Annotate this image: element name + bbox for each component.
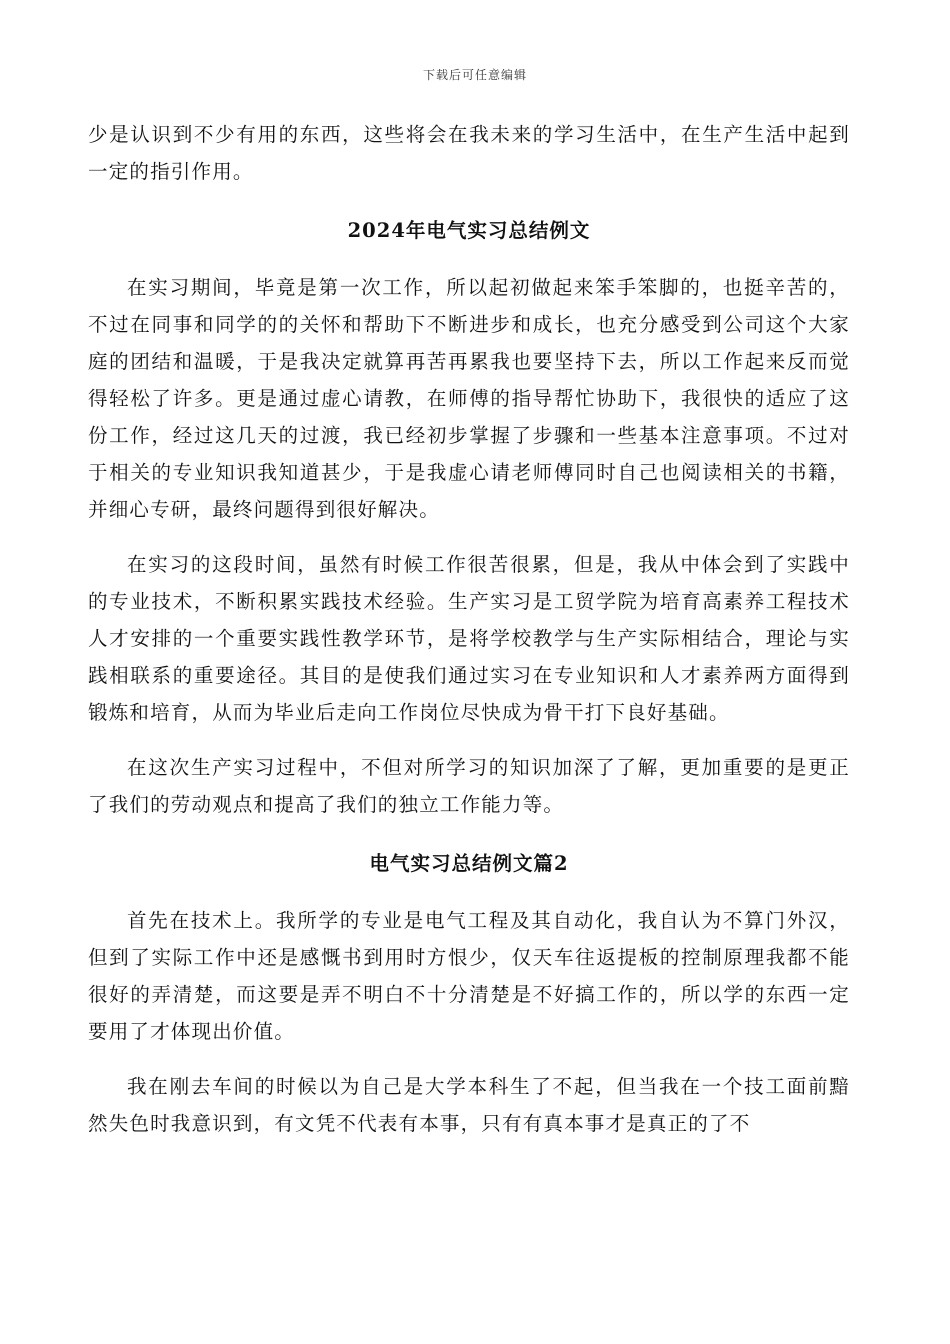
paragraph-1: 在实习期间，毕竟是第一次工作，所以起初做起来笨手笨脚的，也挺辛苦的，不过在同事和同学的的关怀和帮助下不断进步和成长，也充分感受到公司这个大家庭的团结和温暖，于是我决定就算再苦再累我也要坚持下去，所以工作起来反而觉得轻松了许多。更是通过虚心请教，在师傅的指导帮忙协助下，我很快的适应了这份工作，经过这几天的过渡，我已经初步掌握了步骤和一些基本注意事项。不过对于相关的专业知识我知道甚少，于是我虚心请老师傅同时自己也阅读相关的书籍，并细心专研，最终问题得到很好解决。 — [88, 276, 850, 521]
page-header: 下载后可任意编辑 — [422, 68, 527, 82]
section-heading-part-2: 电气实习总结例文篇2 — [369, 852, 569, 875]
paragraph-3: 在这次生产实习过程中，不但对所学习的知识加深了了解，更加重要的是更正了我们的劳动观点和提高了我们的独立工作能力等。 — [88, 756, 850, 816]
section-heading-block-1 — [88, 190, 850, 269]
paragraph-gap — [88, 731, 850, 749]
paragraph-gap — [88, 528, 850, 546]
document-body — [88, 116, 850, 1142]
section-heading-block-2 — [88, 823, 850, 902]
paragraph-2: 在实习的这段时间，虽然有时候工作很苦很累，但是，我从中体会到了实践中的专业技术，不断积累实践技术经验。生产实习是工贸学院为培育高素养工程技术人才安排的一个重要实践性教学环节，是将学校教学与生产实际相结合，理论与实践相联系的重要途径。其目的是使我们通过实习在专业知识和人才素养两方面得到锻炼和培育，从而为毕业后走向工作岗位尽快成为骨干打下良好基础。 — [88, 553, 850, 724]
paragraph-continued: 少是认识到不少有用的东西，这些将会在我未来的学习生活中，在生产生活中起到一定的指引作用。 — [88, 123, 850, 183]
paragraph-4: 首先在技术上。我所学的专业是电气工程及其自动化，我自认为不算门外汉，但到了实际工作中还是感慨书到用时方恨少，仅天车往返提板的控制原理我都不能很好的弄清楚，而这要是弄不明白不十分清楚是不好搞工作的，所以学的东西一定要用了才体现出价值。 — [88, 909, 850, 1043]
paragraph-5: 我在刚去车间的时候以为自己是大学本科生了不起，但当我在一个技工面前黯然失色时我意识到，有文凭不代表有本事，只有有真本事才是真正的了不 — [88, 1075, 850, 1135]
paragraph-gap — [88, 1050, 850, 1068]
section-heading-2024-example: 2024年电气实习总结例文 — [347, 219, 591, 242]
